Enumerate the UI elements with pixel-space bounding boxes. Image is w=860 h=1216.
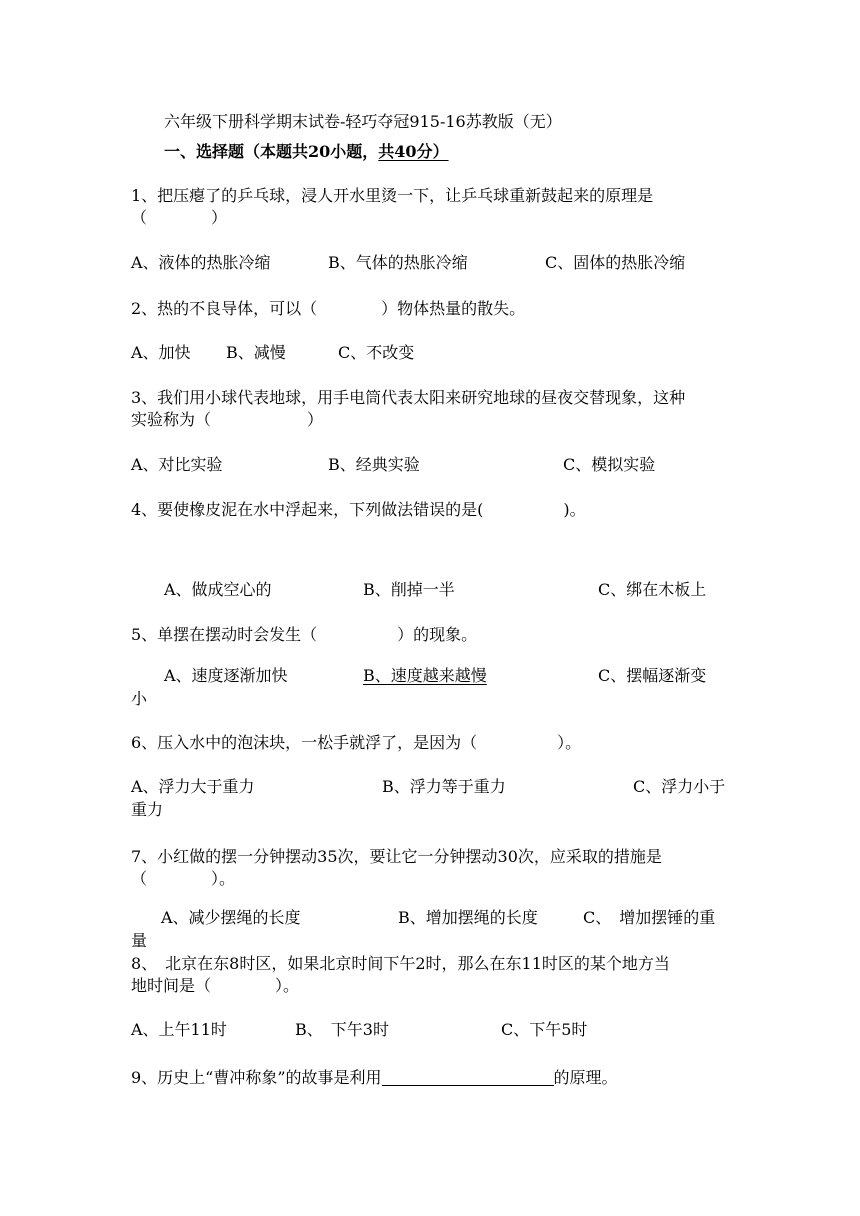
- question-5-option-c: C、摆幅逐渐变: [598, 666, 707, 685]
- question-6-option-b: B、浮力等于重力: [382, 777, 506, 796]
- section-count: 20: [308, 142, 331, 161]
- question-1-option-a: A、液体的热胀冷缩: [131, 253, 271, 272]
- question-4-option-c: C、绑在木板上: [598, 580, 707, 599]
- question-1-text: 1、把压瘪了的乒乓球，浸人开水里烫一下，让乒乓球重新鼓起来的原理是: [131, 186, 654, 205]
- question-7-text: 7、小红做的摆一分钟摆动35次，要让它一分钟摆动30次，应采取的措施是: [131, 847, 662, 866]
- question-5-option-a: A、速度逐渐加快: [164, 666, 288, 685]
- question-9-answer-line[interactable]: [382, 1067, 554, 1086]
- section-prefix: 一、选择题（本题共: [164, 142, 309, 161]
- question-3-text: 3、我们用小球代表地球，用手电筒代表太阳来研究地球的昼夜交替现象，这种: [131, 388, 686, 407]
- exam-title: 六年级下册科学期末试卷-轻巧夺冠915-16苏教版（无）: [164, 112, 562, 131]
- question-5-option-b: [363, 664, 501, 688]
- question-2-option-c: C、不改变: [338, 343, 415, 362]
- question-5-text: 5、单摆在摆动时会发生（ ）的现象。: [131, 625, 478, 644]
- question-2-option-b: B、减慢: [226, 343, 286, 362]
- question-6-option-c: C、浮力小于: [633, 777, 726, 796]
- question-3-option-c: C、模拟实验: [563, 455, 656, 474]
- question-4-option-a: A、做成空心的: [164, 580, 272, 599]
- question-8-option-c: C、下午5时: [501, 1020, 588, 1039]
- question-6-text: 6、压入水中的泡沫块，一松手就浮了，是因为（ ）。: [131, 733, 582, 752]
- question-8-option-b: B、 下午3时: [295, 1020, 389, 1039]
- section-points: 共40分）: [378, 142, 449, 161]
- question-7-option-a: A、减少摆绳的长度: [161, 908, 301, 927]
- question-1-option-b: B、气体的热胀冷缩: [328, 253, 468, 272]
- question-9-after: 的原理。: [553, 1068, 618, 1087]
- question-3-blank: 实验称为（ ）: [131, 410, 324, 429]
- question-9-text: [131, 1066, 618, 1090]
- question-5-option-b-text: B、速度越来越慢: [363, 666, 487, 685]
- question-6-option-a: A、浮力大于重力: [131, 777, 255, 796]
- question-1-blank: （ ）: [131, 208, 228, 227]
- question-3-option-b: B、经典实验: [328, 455, 420, 474]
- question-7-option-c-wrap: 量: [131, 931, 148, 950]
- question-4-text: 4、要使橡皮泥在水中浮起来，下列做法错误的是( )。: [131, 500, 586, 519]
- question-4-option-b: B、削掉一半: [363, 580, 455, 599]
- question-2-text: 2、热的不良导体，可以（ ）物体热量的散失。: [131, 299, 526, 318]
- question-9-before: 9、历史上“曹冲称象”的故事是利用: [131, 1068, 382, 1087]
- question-8-option-a: A、上午11时: [131, 1020, 227, 1039]
- question-1-option-c: C、固体的热胀冷缩: [545, 253, 686, 272]
- question-7-blank: （ ）。: [131, 869, 236, 888]
- question-5-option-c-wrap: 小: [131, 689, 148, 708]
- question-8-text: 8、 北京在东8时区，如果北京时间下午2时，那么在东11时区的某个地方当: [131, 954, 670, 973]
- question-3-option-a: A、对比实验: [131, 455, 223, 474]
- question-6-option-c-wrap: 重力: [131, 800, 164, 819]
- section-heading: [164, 140, 449, 164]
- question-7-option-c: C、 增加摆锤的重: [583, 908, 716, 927]
- question-7-option-b: B、增加摆绳的长度: [398, 908, 538, 927]
- question-2-option-a: A、加快: [131, 343, 191, 362]
- question-8-blank: 地时间是（ ）。: [131, 976, 300, 995]
- section-mid: 小题，: [330, 142, 379, 161]
